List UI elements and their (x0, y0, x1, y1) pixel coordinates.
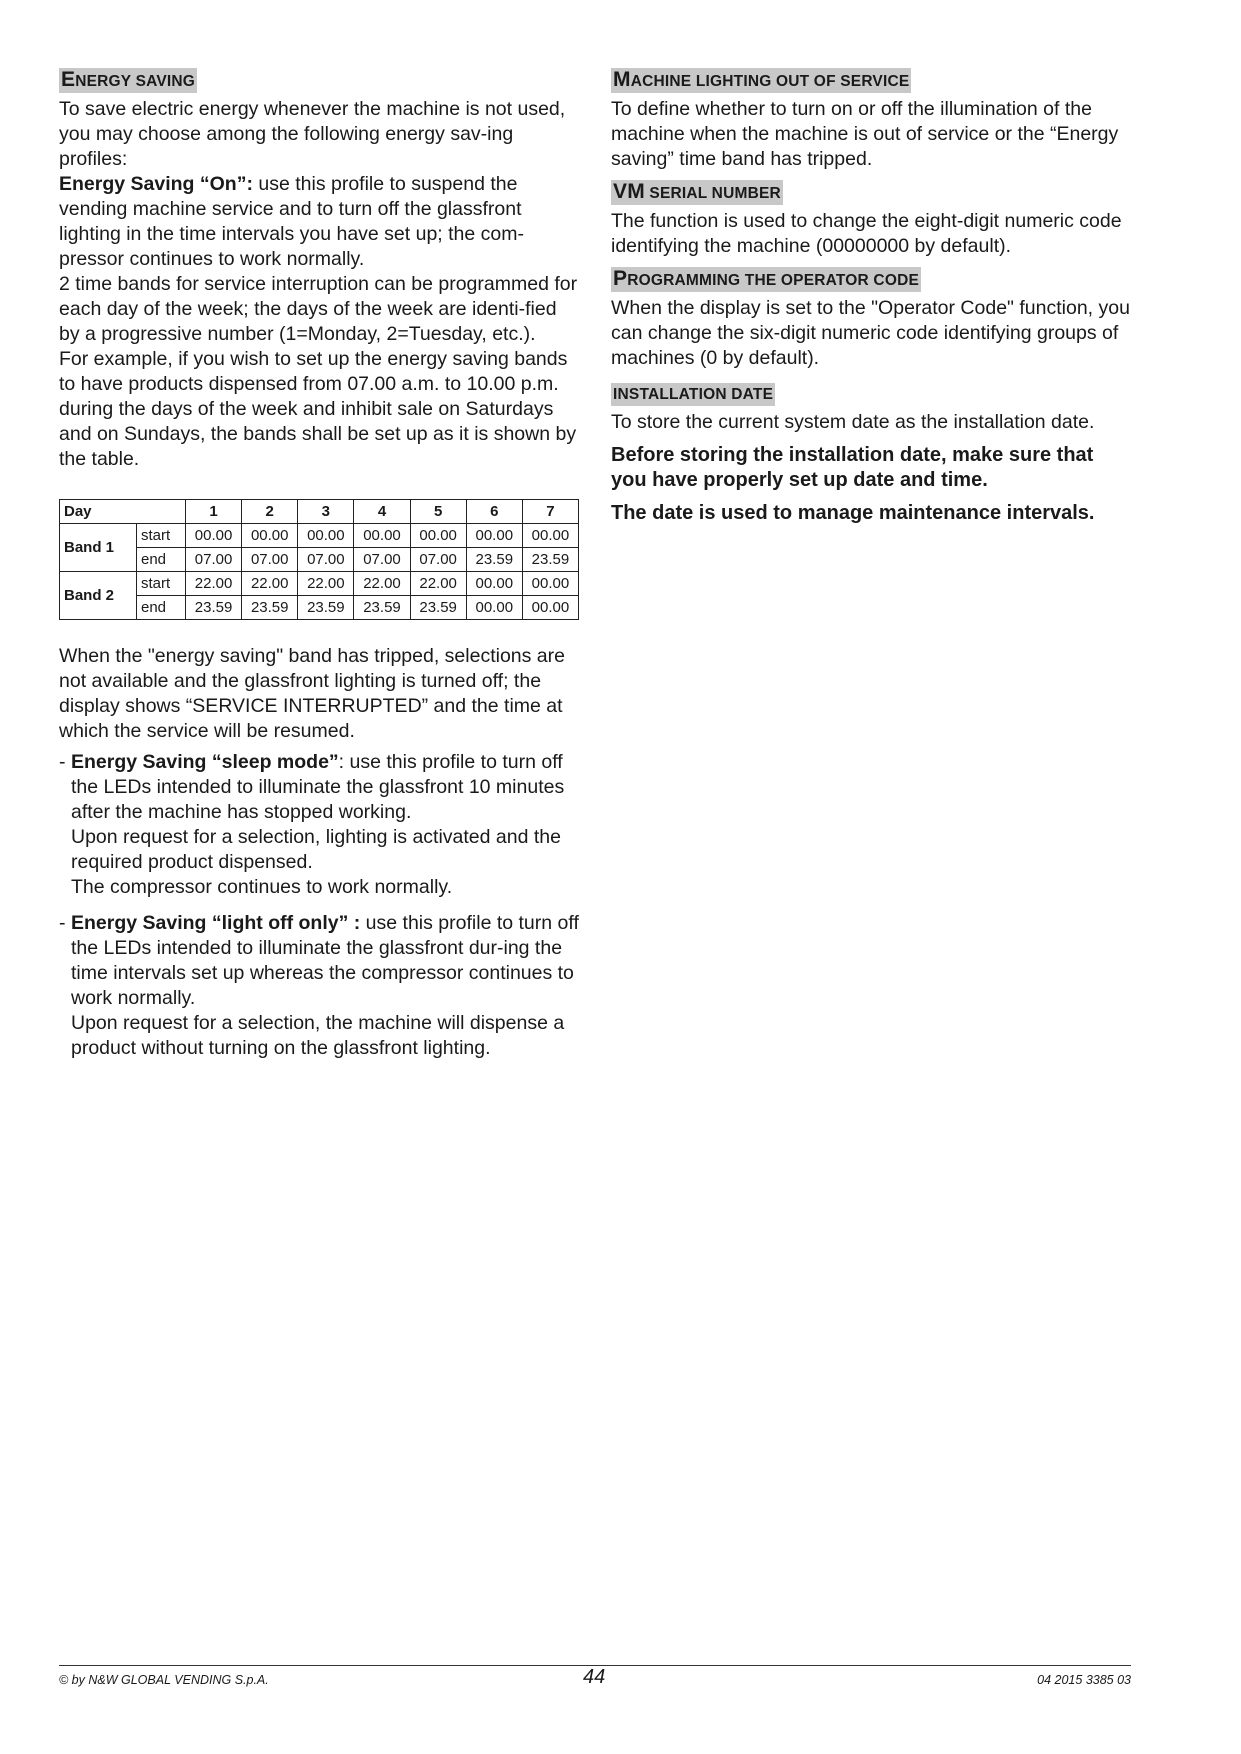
table-header-cell: 6 (466, 500, 522, 524)
band-label: Band 1 (60, 524, 137, 572)
energy-saving-intro: To save electric energy whenever the machine is not used, you may choose among the following energy sav-ing profiles: (59, 98, 566, 170)
table-cell: 00.00 (466, 572, 522, 596)
table-cell: 23.59 (410, 596, 466, 620)
table-cell: 07.00 (298, 548, 354, 572)
table-subcell: start (137, 524, 186, 548)
table-cell: 00.00 (522, 572, 578, 596)
table-cell: 22.00 (242, 572, 298, 596)
table-subcell: start (137, 572, 186, 596)
band-label: Band 2 (60, 572, 137, 620)
table-cell: 00.00 (354, 524, 410, 548)
sleep-mode-label: Energy Saving “sleep mode” (71, 751, 339, 773)
left-column (59, 68, 582, 1072)
table-cell: 00.00 (522, 596, 578, 620)
installation-date-text: To store the current system date as the installation date. (611, 411, 1095, 433)
operator-code-text: When the display is set to the "Operator Code" function, you can change the six-digit numeric code identifying groups of machines (0 by default). (611, 297, 1130, 369)
installation-date-heading: INSTALLATION DATE (611, 383, 775, 406)
list-dash: - (59, 912, 66, 934)
table-header-row (60, 500, 579, 524)
page-number: 44 (583, 1666, 606, 1688)
table-header-cell: 3 (298, 500, 354, 524)
table-cell: 22.00 (186, 572, 242, 596)
table-subcell: end (137, 596, 186, 620)
table-cell: 07.00 (410, 548, 466, 572)
document-code: 04 2015 3385 03 (1037, 1673, 1131, 1687)
table-row (60, 524, 579, 548)
energy-profile-list (59, 750, 582, 1061)
table-cell: 00.00 (522, 524, 578, 548)
table-cell: 00.00 (410, 524, 466, 548)
table-cell: 23.59 (298, 596, 354, 620)
energy-bands-table (59, 499, 579, 620)
table-header-day: Day (60, 500, 186, 524)
installation-warning: Before storing the installation date, make sure that you have properly set up date and time. (611, 444, 1094, 491)
table-row (60, 548, 579, 572)
table-cell: 23.59 (466, 548, 522, 572)
maintenance-note: The date is used to manage maintenance intervals. (611, 502, 1095, 524)
table-header-cell: 7 (522, 500, 578, 524)
table-header-cell: 5 (410, 500, 466, 524)
table-cell: 23.59 (186, 596, 242, 620)
table-cell: 07.00 (242, 548, 298, 572)
energy-saving-on-paragraph: Energy Saving “On”: use this profile to suspend the vending machine service and to turn off the glassfront lighting in the time intervals you have set up; the com-pressor continues to work normally. (59, 173, 524, 270)
operator-code-heading: PROGRAMMING THE OPERATOR CODE (613, 267, 920, 290)
list-item: - Energy Saving “light off only” : use this profile to turn off the LEDs intended to illuminate the glassfront dur-ing the time intervals set up whereas the compressor continues to work normally. Upon request for a selection, the machine will dispense a product without turning on the glassfront lighting. (59, 912, 579, 1059)
machine-lighting-text: To define whether to turn on or off the illumination of the machine when the machine is out of service or the “Energy saving” time band has tripped. (611, 98, 1119, 170)
tripped-paragraph: When the "energy saving" band has tripped, selections are not available and the glassfront lighting is turned off; the display shows “SERVICE INTERRUPTED” and the time at which the service will be resumed. (59, 645, 565, 742)
table-header-cell: 1 (186, 500, 242, 524)
table-cell: 23.59 (354, 596, 410, 620)
table-row (60, 596, 579, 620)
table-header-cell: 4 (354, 500, 410, 524)
energy-saving-on-label: Energy Saving “On”: (59, 173, 253, 195)
table-cell: 00.00 (466, 524, 522, 548)
list-dash: - (59, 751, 66, 773)
table-subcell: end (137, 548, 186, 572)
table-cell: 22.00 (298, 572, 354, 596)
energy-saving-heading: ENERGY SAVING (61, 68, 196, 91)
time-bands-paragraph: 2 time bands for service interruption can be programmed for each day of the week; the days of the week are identi-fied by a progressive number (1=Monday, 2=Tuesday, etc.). (59, 273, 578, 345)
table-cell: 23.59 (522, 548, 578, 572)
table-row (60, 572, 579, 596)
table-cell: 00.00 (242, 524, 298, 548)
list-item: - Energy Saving “sleep mode”: use this profile to turn off the LEDs intended to illuminate the glassfront 10 minutes after the machine has stopped working. Upon request for a selection, lighting is activated and the required product dispensed. The compressor continues to work normally. (59, 751, 565, 898)
footer-copyright: © by N&W GLOBAL VENDING S.p.A. (59, 1673, 269, 1687)
vm-serial-heading: VM SERIAL NUMBER (613, 180, 781, 203)
table-cell: 07.00 (186, 548, 242, 572)
table-cell: 00.00 (298, 524, 354, 548)
table-cell: 22.00 (354, 572, 410, 596)
example-paragraph: For example, if you wish to set up the energy saving bands to have products dispensed from 07.00 a.m. to 10.00 p.m. during the days of the week and inhibit sale on Saturdays and on Sundays, the bands shall be set up as it is shown by the table. (59, 348, 577, 470)
machine-lighting-heading: MACHINE LIGHTING OUT OF SERVICE (613, 68, 910, 91)
table-cell: 07.00 (354, 548, 410, 572)
table-header-cell: 2 (242, 500, 298, 524)
table-cell: 00.00 (466, 596, 522, 620)
vm-serial-text: The function is used to change the eight-digit numeric code identifying the machine (00000000 by default). (611, 210, 1122, 257)
right-column (611, 68, 1131, 526)
light-off-label: Energy Saving “light off only” : (71, 912, 361, 934)
table-cell: 00.00 (186, 524, 242, 548)
table-cell: 22.00 (410, 572, 466, 596)
table-cell: 23.59 (242, 596, 298, 620)
